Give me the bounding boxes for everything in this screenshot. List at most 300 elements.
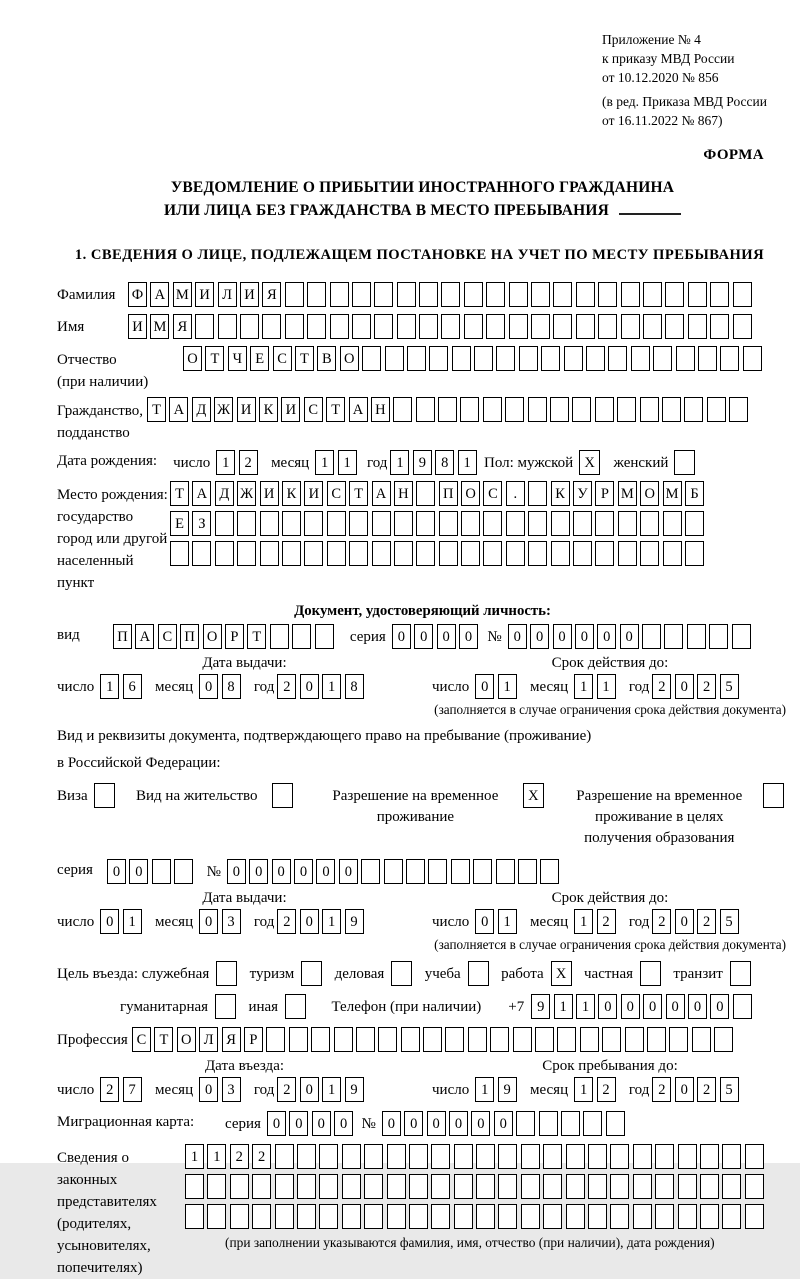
char-box[interactable] <box>655 1144 674 1169</box>
char-box[interactable]: 2 <box>597 1077 616 1102</box>
char-box[interactable] <box>416 541 435 566</box>
char-box[interactable] <box>617 397 636 422</box>
char-box[interactable] <box>374 314 393 339</box>
char-box[interactable] <box>496 859 515 884</box>
char-box[interactable] <box>618 511 637 536</box>
char-box[interactable] <box>445 1027 464 1052</box>
char-box[interactable] <box>483 511 502 536</box>
char-box[interactable] <box>304 511 323 536</box>
char-box[interactable]: 0 <box>334 1111 353 1136</box>
char-box[interactable]: 0 <box>475 909 494 934</box>
char-box[interactable] <box>170 541 189 566</box>
char-box[interactable] <box>669 1027 688 1052</box>
char-box[interactable]: 1 <box>574 1077 593 1102</box>
char-box[interactable]: 0 <box>427 1111 446 1136</box>
char-box[interactable]: 2 <box>239 450 258 475</box>
char-box[interactable] <box>439 541 458 566</box>
char-box[interactable] <box>185 1174 204 1199</box>
char-box[interactable] <box>230 1204 249 1229</box>
char-box[interactable] <box>416 397 435 422</box>
char-box[interactable]: 2 <box>252 1144 271 1169</box>
rvp-education-checkbox[interactable] <box>763 783 784 808</box>
char-box[interactable] <box>361 859 380 884</box>
char-box[interactable]: 2 <box>100 1077 119 1102</box>
char-box[interactable]: 1 <box>554 994 573 1019</box>
char-box[interactable] <box>185 1204 204 1229</box>
char-box[interactable] <box>327 511 346 536</box>
char-box[interactable] <box>364 1144 383 1169</box>
char-box[interactable] <box>631 346 650 371</box>
char-box[interactable]: Н <box>371 397 390 422</box>
char-box[interactable]: 0 <box>620 624 639 649</box>
char-box[interactable] <box>633 1174 652 1199</box>
char-box[interactable]: В <box>317 346 336 371</box>
char-box[interactable]: 9 <box>345 909 364 934</box>
char-box[interactable]: П <box>180 624 199 649</box>
char-box[interactable]: 0 <box>294 859 313 884</box>
char-box[interactable] <box>387 1144 406 1169</box>
char-box[interactable] <box>586 346 605 371</box>
char-box[interactable]: 0 <box>300 909 319 934</box>
char-box[interactable]: 9 <box>531 994 550 1019</box>
char-box[interactable]: А <box>150 282 169 307</box>
char-box[interactable] <box>655 1204 674 1229</box>
char-box[interactable]: Т <box>295 346 314 371</box>
char-box[interactable] <box>684 397 703 422</box>
char-box[interactable] <box>722 1144 741 1169</box>
char-box[interactable]: 2 <box>230 1144 249 1169</box>
char-box[interactable] <box>498 1174 517 1199</box>
char-box[interactable] <box>543 1144 562 1169</box>
char-box[interactable] <box>342 1204 361 1229</box>
char-box[interactable] <box>595 511 614 536</box>
char-box[interactable] <box>152 859 171 884</box>
char-box[interactable] <box>429 346 448 371</box>
char-box[interactable]: И <box>260 481 279 506</box>
char-box[interactable] <box>486 314 505 339</box>
char-box[interactable] <box>653 346 672 371</box>
char-box[interactable] <box>743 346 762 371</box>
char-box[interactable] <box>573 541 592 566</box>
char-box[interactable] <box>566 1144 585 1169</box>
char-box[interactable] <box>685 511 704 536</box>
char-box[interactable] <box>215 511 234 536</box>
char-box[interactable] <box>516 1111 535 1136</box>
char-box[interactable] <box>553 282 572 307</box>
char-box[interactable] <box>700 1144 719 1169</box>
char-box[interactable]: И <box>237 397 256 422</box>
char-box[interactable]: Ж <box>237 481 256 506</box>
char-box[interactable] <box>431 1174 450 1199</box>
char-box[interactable] <box>663 511 682 536</box>
char-box[interactable] <box>521 1174 540 1199</box>
char-box[interactable] <box>692 1027 711 1052</box>
char-box[interactable] <box>464 314 483 339</box>
char-box[interactable] <box>576 314 595 339</box>
char-box[interactable]: Р <box>595 481 614 506</box>
char-box[interactable] <box>342 1144 361 1169</box>
char-box[interactable]: Т <box>247 624 266 649</box>
char-box[interactable]: 1 <box>322 674 341 699</box>
char-box[interactable] <box>406 859 425 884</box>
char-box[interactable]: 0 <box>227 859 246 884</box>
char-box[interactable]: П <box>113 624 132 649</box>
char-box[interactable] <box>419 314 438 339</box>
char-box[interactable]: 0 <box>199 1077 218 1102</box>
char-box[interactable]: Т <box>147 397 166 422</box>
char-box[interactable]: С <box>483 481 502 506</box>
char-box[interactable]: Я <box>222 1027 241 1052</box>
char-box[interactable]: 3 <box>222 909 241 934</box>
char-box[interactable]: М <box>618 481 637 506</box>
char-box[interactable]: 8 <box>345 674 364 699</box>
char-box[interactable] <box>401 1027 420 1052</box>
char-box[interactable] <box>352 282 371 307</box>
char-box[interactable] <box>460 397 479 422</box>
char-box[interactable]: 8 <box>435 450 454 475</box>
char-box[interactable] <box>397 282 416 307</box>
char-box[interactable]: О <box>640 481 659 506</box>
char-box[interactable] <box>282 511 301 536</box>
char-box[interactable] <box>474 346 493 371</box>
char-box[interactable] <box>519 346 538 371</box>
char-box[interactable] <box>710 282 729 307</box>
char-box[interactable] <box>275 1144 294 1169</box>
char-box[interactable] <box>714 1027 733 1052</box>
char-box[interactable]: Т <box>326 397 345 422</box>
char-box[interactable]: 1 <box>322 909 341 934</box>
char-box[interactable] <box>688 282 707 307</box>
char-box[interactable]: О <box>461 481 480 506</box>
char-box[interactable]: 1 <box>498 909 517 934</box>
char-box[interactable] <box>528 511 547 536</box>
char-box[interactable]: Е <box>250 346 269 371</box>
char-box[interactable] <box>722 1174 741 1199</box>
char-box[interactable] <box>438 397 457 422</box>
char-box[interactable] <box>678 1204 697 1229</box>
char-box[interactable] <box>733 994 752 1019</box>
char-box[interactable] <box>621 314 640 339</box>
char-box[interactable] <box>664 624 683 649</box>
char-box[interactable] <box>588 1174 607 1199</box>
char-box[interactable]: 1 <box>100 674 119 699</box>
char-box[interactable]: 0 <box>404 1111 423 1136</box>
char-box[interactable] <box>476 1204 495 1229</box>
char-box[interactable]: Т <box>154 1027 173 1052</box>
char-box[interactable] <box>483 397 502 422</box>
char-box[interactable]: Д <box>192 397 211 422</box>
char-box[interactable]: 0 <box>312 1111 331 1136</box>
char-box[interactable] <box>643 282 662 307</box>
purpose-study-checkbox[interactable] <box>468 961 489 986</box>
char-box[interactable]: М <box>173 282 192 307</box>
char-box[interactable] <box>385 346 404 371</box>
char-box[interactable]: 1 <box>322 1077 341 1102</box>
char-box[interactable] <box>192 541 211 566</box>
char-box[interactable]: 8 <box>222 674 241 699</box>
char-box[interactable]: Ж <box>214 397 233 422</box>
char-box[interactable] <box>423 1027 442 1052</box>
char-box[interactable] <box>407 346 426 371</box>
char-box[interactable] <box>543 1204 562 1229</box>
char-box[interactable]: Т <box>349 481 368 506</box>
char-box[interactable] <box>572 397 591 422</box>
char-box[interactable] <box>608 346 627 371</box>
title-blank-line[interactable] <box>619 199 681 215</box>
char-box[interactable]: 1 <box>123 909 142 934</box>
char-box[interactable] <box>307 282 326 307</box>
char-box[interactable]: Т <box>170 481 189 506</box>
char-box[interactable] <box>602 1027 621 1052</box>
char-box[interactable] <box>588 1204 607 1229</box>
char-box[interactable]: . <box>506 481 525 506</box>
char-box[interactable] <box>576 282 595 307</box>
char-box[interactable] <box>195 314 214 339</box>
char-box[interactable]: 2 <box>277 909 296 934</box>
char-box[interactable]: 0 <box>382 1111 401 1136</box>
char-box[interactable] <box>252 1204 271 1229</box>
char-box[interactable]: 3 <box>222 1077 241 1102</box>
char-box[interactable]: 2 <box>697 674 716 699</box>
rvp-checkbox[interactable]: X <box>523 783 544 808</box>
char-box[interactable]: 0 <box>289 1111 308 1136</box>
char-box[interactable] <box>561 1111 580 1136</box>
char-box[interactable] <box>700 1174 719 1199</box>
char-box[interactable] <box>621 282 640 307</box>
char-box[interactable]: 0 <box>449 1111 468 1136</box>
char-box[interactable] <box>595 541 614 566</box>
char-box[interactable] <box>468 1027 487 1052</box>
char-box[interactable] <box>319 1204 338 1229</box>
char-box[interactable]: 1 <box>207 1144 226 1169</box>
char-box[interactable]: Я <box>173 314 192 339</box>
char-box[interactable]: 1 <box>185 1144 204 1169</box>
char-box[interactable] <box>461 511 480 536</box>
char-box[interactable] <box>531 282 550 307</box>
char-box[interactable] <box>327 541 346 566</box>
char-box[interactable] <box>441 314 460 339</box>
char-box[interactable]: К <box>551 481 570 506</box>
char-box[interactable]: 0 <box>710 994 729 1019</box>
char-box[interactable] <box>275 1204 294 1229</box>
purpose-other-checkbox[interactable] <box>285 994 306 1019</box>
char-box[interactable]: А <box>192 481 211 506</box>
char-box[interactable] <box>528 541 547 566</box>
char-box[interactable] <box>583 1111 602 1136</box>
char-box[interactable]: 1 <box>498 674 517 699</box>
char-box[interactable] <box>531 314 550 339</box>
char-box[interactable]: Д <box>215 481 234 506</box>
char-box[interactable] <box>729 397 748 422</box>
char-box[interactable]: Б <box>685 481 704 506</box>
char-box[interactable]: 1 <box>576 994 595 1019</box>
char-box[interactable] <box>496 346 515 371</box>
char-box[interactable] <box>270 624 289 649</box>
char-box[interactable] <box>473 859 492 884</box>
char-box[interactable] <box>528 397 547 422</box>
char-box[interactable] <box>384 859 403 884</box>
char-box[interactable]: 0 <box>598 994 617 1019</box>
char-box[interactable]: 5 <box>720 674 739 699</box>
char-box[interactable]: 0 <box>675 674 694 699</box>
char-box[interactable] <box>297 1204 316 1229</box>
char-box[interactable] <box>598 282 617 307</box>
char-box[interactable] <box>207 1204 226 1229</box>
char-box[interactable] <box>505 397 524 422</box>
char-box[interactable] <box>397 314 416 339</box>
char-box[interactable]: 0 <box>597 624 616 649</box>
purpose-private-checkbox[interactable] <box>640 961 661 986</box>
char-box[interactable]: 1 <box>574 674 593 699</box>
char-box[interactable] <box>282 541 301 566</box>
char-box[interactable]: С <box>132 1027 151 1052</box>
char-box[interactable]: А <box>135 624 154 649</box>
char-box[interactable]: А <box>372 481 391 506</box>
char-box[interactable] <box>362 346 381 371</box>
char-box[interactable] <box>700 1204 719 1229</box>
char-box[interactable] <box>640 397 659 422</box>
char-box[interactable] <box>598 314 617 339</box>
char-box[interactable]: З <box>192 511 211 536</box>
char-box[interactable]: Л <box>199 1027 218 1052</box>
char-box[interactable]: П <box>439 481 458 506</box>
char-box[interactable] <box>387 1174 406 1199</box>
char-box[interactable] <box>285 314 304 339</box>
char-box[interactable] <box>566 1174 585 1199</box>
char-box[interactable] <box>733 314 752 339</box>
char-box[interactable] <box>557 1027 576 1052</box>
char-box[interactable]: 0 <box>300 1077 319 1102</box>
char-box[interactable] <box>297 1144 316 1169</box>
sex-male-checkbox[interactable]: X <box>579 450 600 475</box>
char-box[interactable] <box>364 1174 383 1199</box>
char-box[interactable] <box>606 1111 625 1136</box>
char-box[interactable]: 2 <box>652 909 671 934</box>
char-box[interactable]: 2 <box>277 674 296 699</box>
char-box[interactable] <box>441 282 460 307</box>
char-box[interactable] <box>710 314 729 339</box>
char-box[interactable]: А <box>169 397 188 422</box>
char-box[interactable]: 0 <box>267 1111 286 1136</box>
char-box[interactable] <box>428 859 447 884</box>
char-box[interactable]: 0 <box>199 909 218 934</box>
char-box[interactable] <box>509 282 528 307</box>
char-box[interactable] <box>315 624 334 649</box>
char-box[interactable]: К <box>259 397 278 422</box>
char-box[interactable] <box>454 1144 473 1169</box>
char-box[interactable] <box>374 282 393 307</box>
char-box[interactable] <box>722 1204 741 1229</box>
char-box[interactable]: 6 <box>123 674 142 699</box>
char-box[interactable] <box>476 1144 495 1169</box>
char-box[interactable] <box>521 1204 540 1229</box>
char-box[interactable]: 2 <box>652 1077 671 1102</box>
char-box[interactable] <box>319 1174 338 1199</box>
char-box[interactable] <box>541 346 560 371</box>
char-box[interactable] <box>566 1204 585 1229</box>
char-box[interactable]: 5 <box>720 1077 739 1102</box>
char-box[interactable]: 2 <box>697 909 716 934</box>
char-box[interactable]: 1 <box>390 450 409 475</box>
char-box[interactable] <box>506 541 525 566</box>
char-box[interactable]: 2 <box>652 674 671 699</box>
char-box[interactable]: 0 <box>459 624 478 649</box>
char-box[interactable] <box>518 859 537 884</box>
char-box[interactable]: И <box>195 282 214 307</box>
char-box[interactable]: Я <box>262 282 281 307</box>
char-box[interactable]: С <box>304 397 323 422</box>
char-box[interactable] <box>732 624 751 649</box>
char-box[interactable] <box>452 346 471 371</box>
char-box[interactable]: И <box>240 282 259 307</box>
char-box[interactable] <box>207 1174 226 1199</box>
char-box[interactable]: 0 <box>475 674 494 699</box>
char-box[interactable]: 1 <box>458 450 477 475</box>
char-box[interactable] <box>543 1174 562 1199</box>
char-box[interactable]: Ч <box>228 346 247 371</box>
char-box[interactable] <box>292 624 311 649</box>
char-box[interactable] <box>307 314 326 339</box>
char-box[interactable]: М <box>150 314 169 339</box>
char-box[interactable] <box>498 1204 517 1229</box>
char-box[interactable]: 0 <box>316 859 335 884</box>
char-box[interactable]: Р <box>225 624 244 649</box>
char-box[interactable] <box>647 1027 666 1052</box>
char-box[interactable] <box>643 314 662 339</box>
char-box[interactable] <box>319 1144 338 1169</box>
char-box[interactable] <box>521 1144 540 1169</box>
char-box[interactable]: 1 <box>597 674 616 699</box>
char-box[interactable]: 0 <box>437 624 456 649</box>
char-box[interactable]: Т <box>205 346 224 371</box>
char-box[interactable] <box>342 1174 361 1199</box>
char-box[interactable] <box>486 282 505 307</box>
char-box[interactable] <box>304 541 323 566</box>
char-box[interactable] <box>372 541 391 566</box>
char-box[interactable] <box>618 541 637 566</box>
char-box[interactable]: Р <box>244 1027 263 1052</box>
char-box[interactable] <box>665 314 684 339</box>
char-box[interactable]: 0 <box>666 994 685 1019</box>
char-box[interactable] <box>409 1204 428 1229</box>
char-box[interactable] <box>252 1174 271 1199</box>
char-box[interactable]: 0 <box>300 674 319 699</box>
char-box[interactable] <box>409 1144 428 1169</box>
char-box[interactable]: 0 <box>575 624 594 649</box>
char-box[interactable] <box>509 314 528 339</box>
char-box[interactable]: 2 <box>597 909 616 934</box>
char-box[interactable]: 0 <box>100 909 119 934</box>
char-box[interactable]: 0 <box>494 1111 513 1136</box>
char-box[interactable] <box>707 397 726 422</box>
char-box[interactable] <box>378 1027 397 1052</box>
char-box[interactable] <box>349 541 368 566</box>
char-box[interactable]: 0 <box>675 909 694 934</box>
char-box[interactable] <box>580 1027 599 1052</box>
char-box[interactable]: 1 <box>315 450 334 475</box>
char-box[interactable] <box>698 346 717 371</box>
char-box[interactable] <box>676 346 695 371</box>
char-box[interactable]: 0 <box>621 994 640 1019</box>
char-box[interactable]: 0 <box>414 624 433 649</box>
char-box[interactable] <box>260 511 279 536</box>
char-box[interactable] <box>640 511 659 536</box>
char-box[interactable] <box>275 1174 294 1199</box>
char-box[interactable] <box>633 1204 652 1229</box>
char-box[interactable] <box>733 282 752 307</box>
char-box[interactable]: 0 <box>199 674 218 699</box>
char-box[interactable] <box>372 511 391 536</box>
